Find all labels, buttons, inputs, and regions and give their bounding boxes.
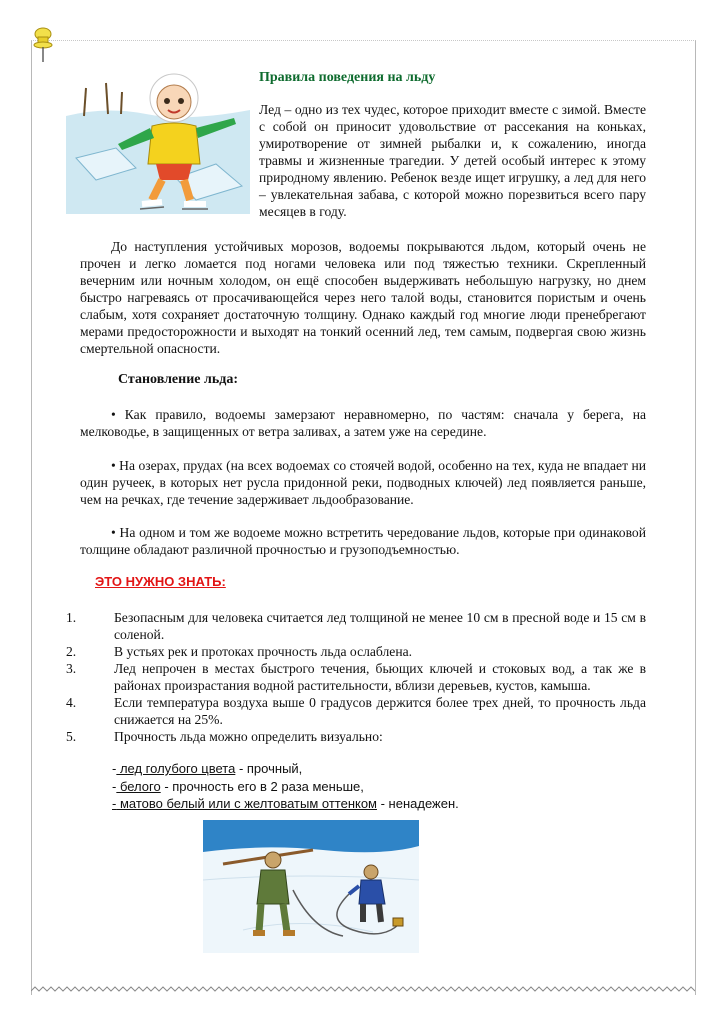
ice-color-item: - матово белый или с желтоватым оттенком - ненадежен. xyxy=(112,796,459,811)
ice-color-item: - белого - прочность его в 2 раза меньше, xyxy=(112,778,364,794)
list-item: 3. Лед непрочен в местах быстрого течения, бьющих ключей и стоковых вод, а так же в районах произрастания водной растительности, вблизи деревьев, кустов, камыша. xyxy=(66,661,646,693)
page-title: Правила поведения на льду xyxy=(259,70,436,85)
ice-fishing-illustration xyxy=(203,820,419,953)
decorative-bottom-border xyxy=(31,984,695,998)
numbered-list xyxy=(66,609,646,745)
list-item: 5. Прочность льда можно определить визуально: xyxy=(66,729,383,744)
list-item: 1. Безопасным для человека считается лед толщиной не менее 10 см в пресной воде и 15 см в соленой. xyxy=(66,610,646,642)
push-pin-icon xyxy=(31,26,55,66)
bullet-paragraph: • На одном и том же водоеме можно встретить чередование льдов, которые при одинаковой толщине обладают различной прочностью и грузоподъемностью. xyxy=(80,525,646,557)
bullet-paragraph: • Как правило, водоемы замерзают неравномерно, по частям: сначала у берега, на мелководье, в защищенных от ветра заливах, а затем уже на середине. xyxy=(80,407,646,439)
ice-color-item: - лед голубого цвета - прочный, xyxy=(112,761,303,776)
section-heading: Становление льда: xyxy=(118,372,238,387)
child-skating-illustration xyxy=(66,68,250,214)
bullet-paragraph: • На озерах, прудах (на всех водоемах со стоячей водой, особенно на тех, куда не впадает ни один ручеек, в которых нет русла придонной реки, подводных ключей) лед появляется раньше, чем на речках, где течение задерживает льдообразование. xyxy=(80,458,646,507)
attention-heading: ЭТО НУЖНО ЗНАТЬ: xyxy=(95,574,226,589)
body-paragraph: До наступления устойчивых морозов, водоемы покрываются льдом, который очень не прочен и легко ломается под ногами человека или под тяжестью техники. Скрепленный вечерним или ночным холодом, он ещё способен выдерживать небольшую нагрузку, но днем быстро нагреваясь от просачивающейся через него талой воды, становится пористым и очень слабым, хотя сохраняет достаточную толщину. Однако каждый год многие люди пренебрегают мерами предосторожности и выходят на тонкий осенний лед, тем самым, подвергая свою жизнь смертельной опасности. xyxy=(80,239,646,356)
list-item: 2. В устьях рек и протоках прочность льда ослаблена. xyxy=(66,644,413,659)
list-item: 4. Если температура воздуха выше 0 градусов держится более трех дней, то прочность льда снижается на 25%. xyxy=(66,695,646,727)
ice-color-list xyxy=(112,760,459,813)
intro-paragraph: Лед – одно из тех чудес, которое приходит вместе с зимой. Вместе с собой он приносит удовольствие от рассекания на коньках, умиротворение от зимней рыбалки и, к сожалению, иногда травмы и жизненные трагедии. У детей особый интерес к этому природному явлению. Ребенок везде ищет игрушку, а лед для него – увлекательная забава, с которой можно порезвиться всего пару месяцев в году. xyxy=(259,102,646,219)
